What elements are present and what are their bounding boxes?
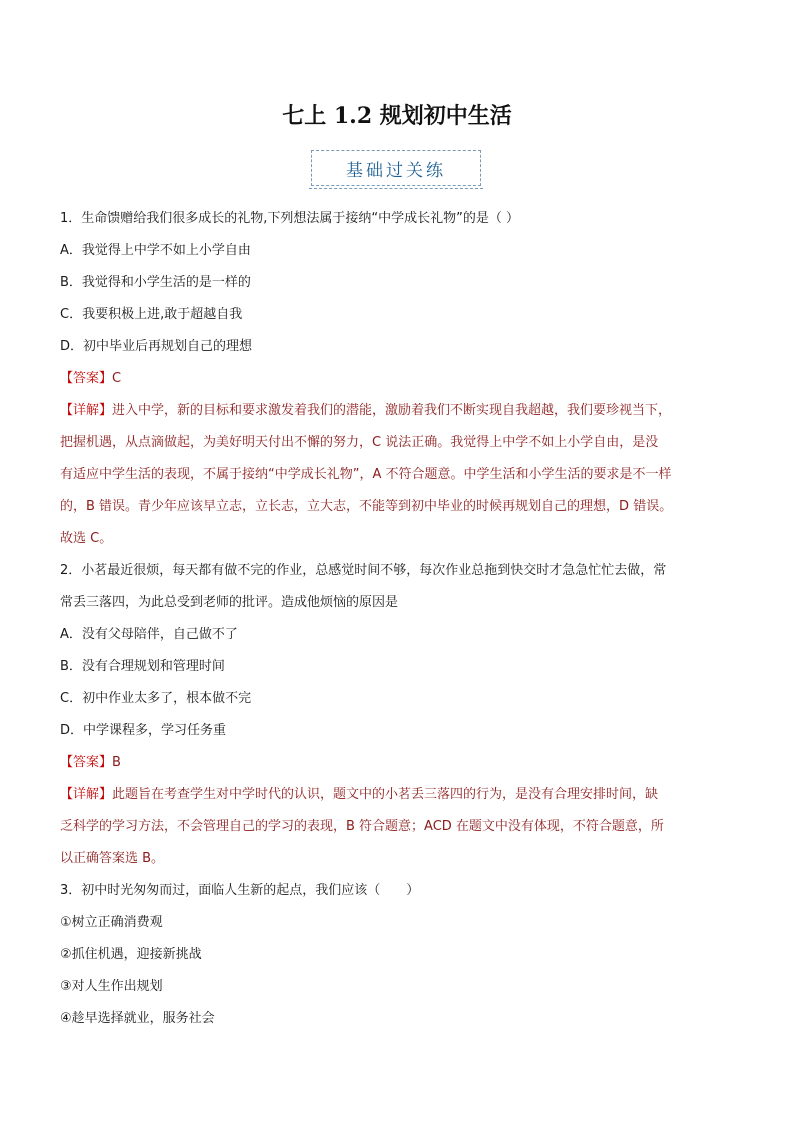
option-3: ③对人生作出规划 <box>60 979 163 994</box>
option-d: D．中学课程多，学习任务重 <box>60 723 227 738</box>
detail-text: 进入中学，新的目标和要求激发着我们的潜能，激励着我们不断实现自我超越，我们要珍视当下， <box>112 403 672 418</box>
detail-tag: 【详解】 <box>60 787 113 802</box>
question-stem: 3．初中时光匆匆而过，面临人生新的起点，我们应该（ ） <box>60 883 420 898</box>
section-label: 基础过关练 <box>346 160 446 181</box>
answer-value: B <box>112 755 121 770</box>
answer-value: C <box>112 371 122 386</box>
option-2: ②抓住机遇，迎接新挑战 <box>60 947 202 962</box>
question-stem: 常丢三落四，为此总受到老师的批评。造成他烦恼的原因是 <box>60 595 399 610</box>
detail-text: 有适应中学生活的表现，不属于接纳“中学成长礼物”，A 不符合题意。中学生活和小学生活的要求是不一样 <box>60 467 672 482</box>
answer-line <box>60 363 740 395</box>
detail-text: 乏科学的学习方法，不会管理自己的学习的表现，B 符合题意；ACD 在题文中没有体现，不符合题意，所 <box>60 819 664 834</box>
detail-text: 把握机遇，从点滴做起，为美好明天付出不懈的努力，C 说法正确。我觉得上中学不如上小学自由，是没 <box>60 435 659 450</box>
answer-tag: 【答案】 <box>60 371 113 386</box>
question-stem: 1．生命馈赠给我们很多成长的礼物,下列想法属于接纳“中学成长礼物”的是（ ） <box>60 211 520 226</box>
detail-text: 的，B 错误。青少年应该早立志，立长志，立大志，不能等到初中毕业的时候再规划自己的理想，D 错误。 <box>60 499 673 514</box>
answer-tag: 【答案】 <box>60 755 113 770</box>
option-c: C．初中作业太多了，根本做不完 <box>60 691 252 706</box>
option-1: ①树立正确消费观 <box>60 915 163 930</box>
option-d: D．初中毕业后再规划自己的理想 <box>60 339 253 354</box>
section-label-box <box>311 150 481 186</box>
option-4: ④趁早选择就业，服务社会 <box>60 1011 215 1026</box>
question-3 <box>60 875 740 1035</box>
option-c: C．我要积极上进,敢于超越自我 <box>60 307 243 322</box>
question-1 <box>60 203 740 555</box>
option-b: B．没有合理规划和管理时间 <box>60 659 225 674</box>
option-b: B．我觉得和小学生活的是一样的 <box>60 275 251 290</box>
detail-text: 此题旨在考查学生对中学时代的认识，题文中的小茗丢三落四的行为，是没有合理安排时间，缺 <box>112 787 659 802</box>
detail-line <box>60 395 740 427</box>
page-title: 七上 1.2 规划初中生活 <box>282 103 512 129</box>
question-2 <box>60 555 740 875</box>
option-a: A．没有父母陪伴，自己做不了 <box>60 627 238 642</box>
question-content <box>60 203 740 1035</box>
option-a: A．我觉得上中学不如上小学自由 <box>60 243 251 258</box>
answer-line <box>60 747 740 779</box>
detail-line <box>60 779 740 811</box>
question-stem: 2．小茗最近很烦，每天都有做不完的作业，总感觉时间不够，每次作业总拖到快交时才急急忙忙去做，常 <box>60 563 667 578</box>
detail-text: 以正确答案选 B。 <box>60 851 165 866</box>
detail-tag: 【详解】 <box>60 403 113 418</box>
detail-text: 故选 C。 <box>60 531 113 546</box>
